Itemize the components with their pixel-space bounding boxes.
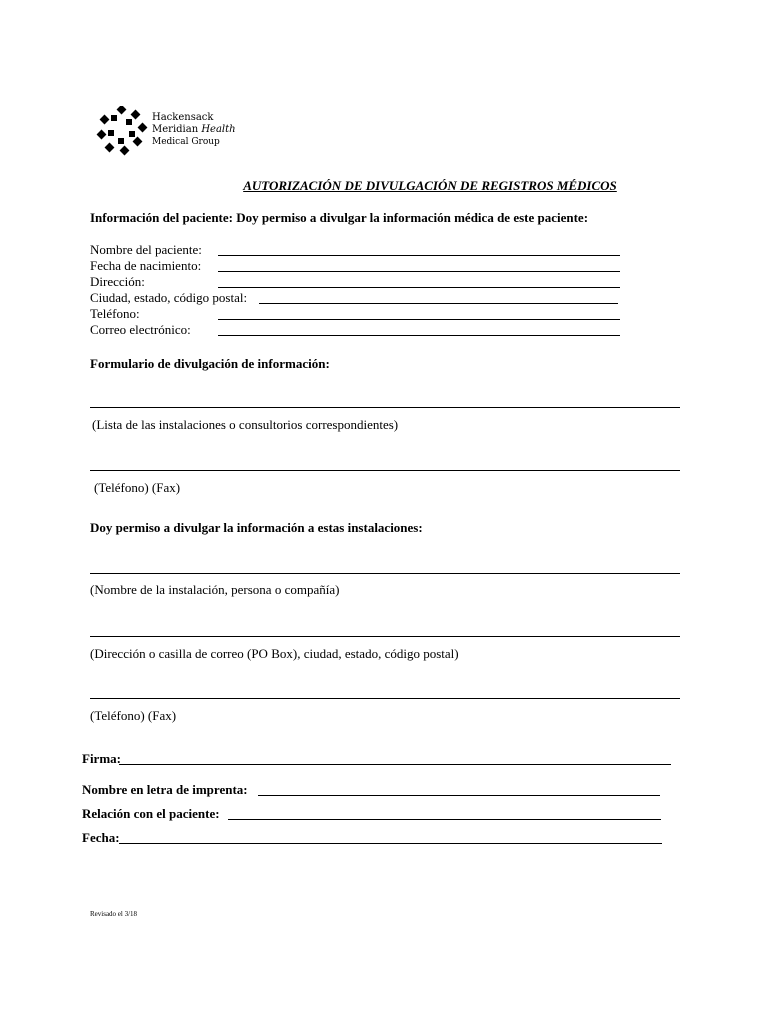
logo-mark-icon [96, 106, 148, 158]
recipient-phone-fax-field[interactable] [90, 698, 680, 699]
date-label: Fecha: [82, 830, 120, 845]
email-label: Correo electrónico: [90, 322, 191, 337]
logo-line-1: Hackensack [152, 112, 214, 123]
revision-note: Revisado el 3/18 [90, 910, 138, 918]
recipient-address-caption: (Dirección o casilla de correo (PO Box), ciudad, estado, código postal) [90, 646, 459, 661]
city-state-zip-row [90, 290, 630, 306]
email-field[interactable] [218, 323, 620, 336]
facilities-caption: (Lista de las instalaciones o consultorios correspondientes) [92, 417, 399, 432]
date-row [82, 830, 682, 846]
signature-field[interactable] [119, 752, 671, 765]
recipient-heading: Doy permiso a divulgar la información a estas instalaciones: [90, 520, 423, 535]
printed-name-row [82, 782, 682, 798]
logo-line-2 [152, 124, 236, 136]
relationship-field[interactable] [228, 807, 661, 820]
birth-date-label: Fecha de nacimiento: [90, 258, 202, 273]
date-field[interactable] [119, 831, 662, 844]
patient-name-label: Nombre del paciente: [90, 242, 202, 257]
release-form-heading: Formulario de divulgación de información: [90, 356, 330, 371]
address-label: Dirección: [90, 274, 145, 289]
patient-info-heading: Información del paciente: Doy permiso a divulgar la información médica de este paciente: [90, 210, 589, 225]
printed-name-label: Nombre en letra de imprenta: [82, 782, 248, 797]
logo-line-3: Medical Group [152, 137, 220, 147]
logo-wordmark [152, 112, 236, 148]
city-state-zip-field[interactable] [259, 291, 618, 304]
facility-phone-fax-field[interactable] [90, 470, 680, 471]
patient-name-row [90, 242, 630, 258]
facilities-field[interactable] [90, 407, 680, 408]
address-field[interactable] [218, 275, 620, 288]
company-logo [96, 106, 246, 158]
facility-phone-fax-caption: (Teléfono) (Fax) [94, 480, 181, 495]
printed-name-field[interactable] [258, 783, 660, 796]
relationship-row [82, 806, 682, 822]
logo-line-2b: Health [201, 124, 236, 135]
recipient-address-field[interactable] [90, 636, 680, 637]
address-row [90, 274, 630, 290]
birth-date-row [90, 258, 630, 274]
patient-name-field[interactable] [218, 243, 620, 256]
city-state-zip-label: Ciudad, estado, código postal: [90, 290, 248, 305]
recipient-name-field[interactable] [90, 573, 680, 574]
logo-line-2a: Meridian [152, 124, 202, 135]
birth-date-field[interactable] [218, 259, 620, 272]
phone-label: Teléfono: [90, 306, 140, 321]
relationship-label: Relación con el paciente: [82, 806, 220, 821]
phone-row [90, 306, 630, 322]
phone-field[interactable] [218, 307, 620, 320]
document-title: AUTORIZACIÓN DE DIVULGACIÓN DE REGISTROS MÉDICOS [243, 178, 617, 193]
signature-label: Firma: [82, 751, 121, 766]
email-row [90, 322, 630, 338]
recipient-name-caption: (Nombre de la instalación, persona o compañía) [90, 582, 340, 597]
signature-row [82, 751, 682, 767]
recipient-phone-fax-caption: (Teléfono) (Fax) [90, 708, 177, 723]
